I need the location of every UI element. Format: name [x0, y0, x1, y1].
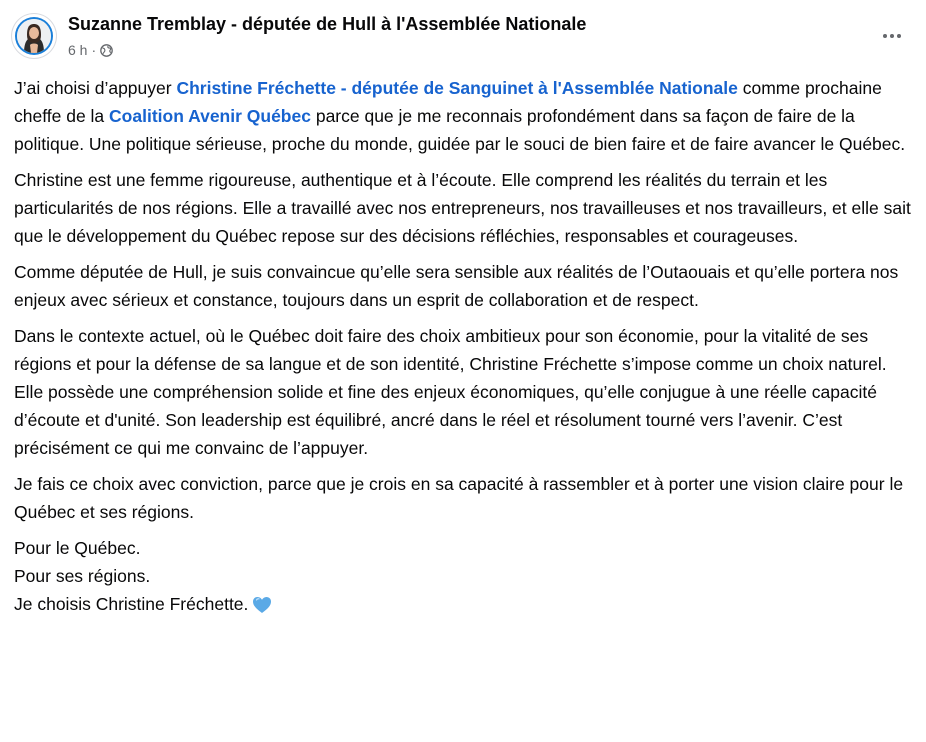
person-icon: [17, 19, 51, 53]
paragraph-1: [14, 74, 914, 158]
paragraph-text: comme prochaine cheffe de la: [14, 78, 882, 126]
closing-line-2: Pour ses régions.: [14, 566, 151, 586]
paragraph-2: Christine est une femme rigoureuse, authentique et à l’écoute. Elle comprend les réalités du terrain et les particularités de nos régions. Elle a travaillé avec nos entrepreneurs, nos travailleuses et nos travailleurs, et elle sait que le développement du Québec repose sur des décisions réfléchies, responsables et courageuses.: [14, 170, 911, 246]
paragraph-5: Je fais ce choix avec conviction, parce que je crois en sa capacité à rassembler et à porter une vision claire pour le Québec et ses régions.: [14, 474, 904, 522]
avatar-ring: [15, 17, 53, 55]
mention-coalition-avenir-quebec[interactable]: Coalition Avenir Québec: [109, 106, 311, 126]
globe-icon: [100, 44, 113, 57]
post-header: [12, 12, 914, 64]
meta-separator: ·: [91, 42, 97, 58]
more-icon: [883, 34, 901, 38]
post-time[interactable]: 6 h: [68, 42, 88, 58]
paragraph-text: parce que je me reconnais profondément dans sa façon de faire de la politique. Une politique sérieuse, proche du monde, guidée par le souci de bien faire et de faire avancer le Québec.: [14, 106, 906, 154]
post-meta: [68, 42, 113, 58]
post-body: [14, 74, 914, 626]
closing-line-1: Pour le Québec.: [14, 538, 141, 558]
mention-christine-frechette[interactable]: Christine Fréchette - députée de Sanguinet à l'Assemblée Nationale: [176, 78, 738, 98]
closing-paragraph: [14, 534, 914, 618]
avatar-photo: [17, 19, 51, 53]
paragraph-3: Comme députée de Hull, je suis convaincue qu’elle sera sensible aux réalités de l’Outaouais et qu’elle portera nos enjeux avec sérieux et constance, toujours dans un esprit de collaboration et de respect.: [14, 262, 899, 310]
closing-line-3: Je choisis Christine Fréchette.: [14, 594, 249, 614]
avatar[interactable]: [12, 14, 56, 58]
author-name[interactable]: Suzanne Tremblay - députée de Hull à l'Assemblée Nationale: [68, 14, 587, 34]
more-options-button[interactable]: [874, 18, 910, 54]
paragraph-text: J’ai choisi d’appuyer: [14, 78, 177, 98]
blue-heart-icon: [252, 595, 272, 615]
paragraph-4: Dans le contexte actuel, où le Québec doit faire des choix ambitieux pour son économie, pour la vitalité de ses régions et pour la défense de sa langue et de son identité, Christine Fréchette s’impose comme un choix naturel. Elle possède une compréhension solide et fine des enjeux économiques, qu’elle conjugue à une réelle capacité d’écoute et d'unité. Son leadership est équilibré, ancré dans le réel et résolument tourné vers l’avenir. C’est précisément ce qui me convainc de l’appuyer.: [14, 326, 887, 458]
